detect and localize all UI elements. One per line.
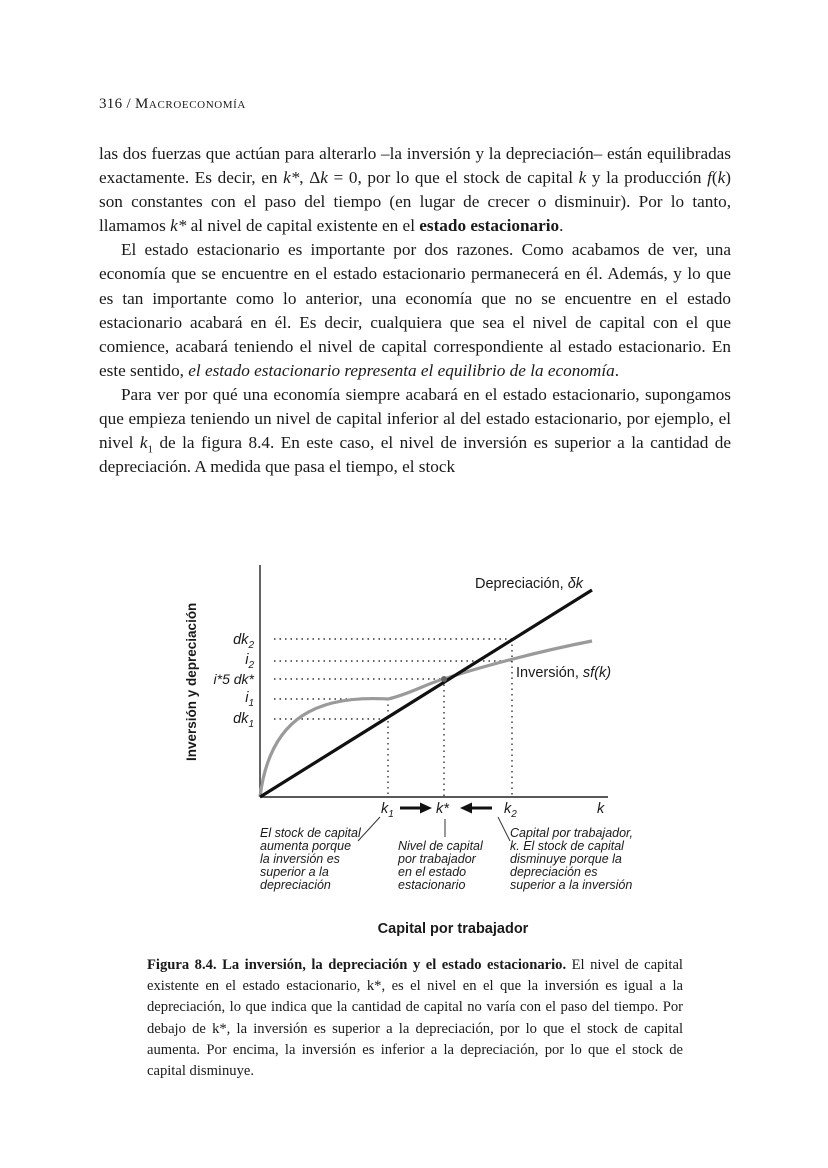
annotation-middle: Nivel de capital por trabajador en el estado estacionario	[398, 839, 483, 892]
y-axis-label: Inversión y depreciación	[184, 602, 199, 761]
paragraph-1	[99, 142, 731, 238]
paragraph-3	[99, 383, 731, 479]
arrow-left-icon	[460, 803, 472, 814]
bold-term: estado estacionario	[419, 216, 560, 236]
text-run: f	[707, 168, 712, 188]
investment-label: Inversión, sf(k)	[516, 665, 612, 681]
italic-emphasis: el estado estacionario representa el equilibrio de la economía	[188, 360, 615, 380]
steady-state-point	[441, 676, 447, 682]
running-head	[99, 96, 246, 113]
text-run: ) son constantes con el paso del tiempo (en lugar de crecer o disminuir). Por lo tanto, llamamos	[99, 168, 731, 236]
figure-svg	[180, 555, 660, 945]
text-run: k	[578, 168, 587, 188]
tick-i2: $i_2$	[245, 652, 254, 671]
text-run: y la producción	[586, 168, 708, 188]
text-run: al nivel de capital existente en el	[186, 216, 420, 236]
depreciation-line	[260, 590, 592, 797]
text-run: (	[711, 168, 718, 188]
subscript: 1	[147, 443, 153, 456]
text-run: k	[717, 168, 726, 188]
pointer-right	[498, 817, 510, 841]
tick-istar: i*5 dk*	[213, 671, 254, 687]
text-run: , Δ	[299, 168, 321, 188]
body-text	[99, 142, 731, 479]
page-number: 316	[99, 96, 123, 112]
figure-caption	[147, 955, 683, 1082]
tick-dk2: $dk_2$	[233, 632, 254, 651]
text-run: k	[139, 433, 148, 453]
annotation-left: El stock de capital aumenta porque la inversión es superior a la depreciación	[260, 826, 361, 892]
text-run: k*	[283, 168, 300, 188]
text-run: k	[320, 168, 328, 188]
solow-figure	[180, 555, 660, 945]
text-run: .	[614, 360, 619, 380]
text-run: Para ver por qué una economía siempre acabará en el estado estacionario, supongamos que empieza teniendo un nivel de capital inferior al del estado estacionario, por ejemplo, el nivel	[99, 384, 731, 453]
book-title: Macroeconomía	[135, 96, 246, 112]
header-separator: /	[126, 96, 131, 112]
text-run: El estado estacionario es importante por dos razones. Como acabamos de ver, una economía que se encuentre en el estado estacionario permanecerá en él. Además, y lo que es tan importante como lo anterior, una economía que no se encuentre en el estado estacionario acabará en él. Es decir, cualquiera que sea el nivel de capital con el que comience, acabará teniendo el nivel de capital correspondiente al estado estacionario. En este sentido,	[99, 240, 731, 380]
tick-dk1: $dk_1$	[233, 711, 254, 730]
paragraph-2	[99, 238, 731, 383]
tick-k2: $k_2$	[504, 801, 517, 820]
tick-k1: $k_1$	[381, 801, 394, 820]
text-run: de la figura 8.4. En este caso, el nivel de inversión es superior a la cantidad de depreciación. A medida que pasa el tiempo, el stock	[99, 433, 732, 477]
caption-title: Figura 8.4. La inversión, la depreciación y el estado estacionario.	[147, 957, 567, 973]
caption-text: El nivel de capital existente en el estado estacionario, k*, es el nivel en el que la inversión es igual a la depreciación, lo que indica que la cantidad de capital no varía con el paso del tiempo. Por debajo de k*, la inversión es superior a la depreciación, por lo que el stock de capital aumenta. Por encima, la inversión es inferior a la depreciación, por lo que el stock de capital disminuye.	[147, 957, 683, 1080]
depreciation-label: Depreciación, δk	[475, 576, 583, 592]
x-axis-symbol: k	[597, 801, 605, 817]
tick-kstar: k*	[436, 801, 449, 817]
x-axis-title: Capital por trabajador	[377, 921, 529, 937]
text-run: las dos fuerzas que actúan para alterarlo –la inversión y la depreciación– están equilibradas exactamente. Es decir, en	[99, 144, 731, 188]
text-run: = 0, por lo que el stock de capital	[327, 168, 579, 188]
text-run: k*	[170, 216, 187, 236]
text-run: .	[559, 216, 564, 236]
annotation-right: Capital por trabajador, k. El stock de capital disminuye porque la depreciación es superior a la inversión	[510, 826, 633, 892]
tick-i1: $i_1$	[245, 690, 254, 709]
arrow-right-icon	[420, 803, 432, 814]
